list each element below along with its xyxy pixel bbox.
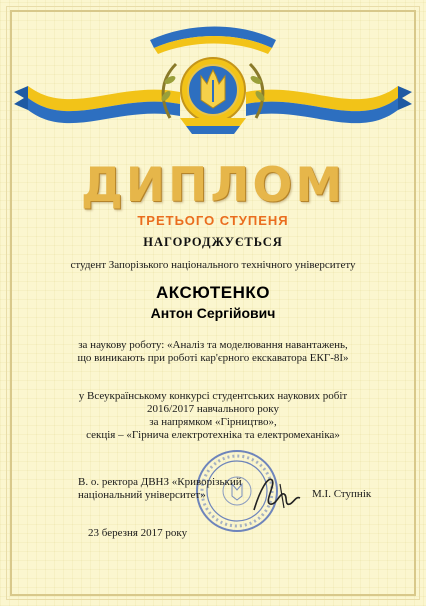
contest-line-1: у Всеукраїнському конкурсі студентських наукових робіт (78, 390, 348, 402)
signer-title-line-1: В. о. ректора ДВНЗ «Криворізький (78, 476, 242, 488)
ukraine-trident-emblem-icon (181, 58, 245, 122)
recipient-description: студент Запорізького національного технічного університету (70, 259, 356, 271)
awarded-heading: НАГОРОДЖУЄТЬСЯ (143, 235, 283, 249)
contest-line-3: за напрямком «Гірництво», (149, 416, 277, 428)
contest-line-2: 2016/2017 навчального року (147, 403, 279, 415)
signer-name: М.І. Ступнік (312, 488, 372, 500)
issue-date: 23 березня 2017 року (88, 527, 188, 539)
ribbon-center-yellow (180, 118, 246, 126)
diploma-title: ДИПЛОМ (80, 158, 346, 213)
recipient-surname: АКСЮТЕНКО (156, 283, 270, 302)
work-title-line-2: що виникають при роботі кар'єрного екскаватора ЕКГ-8І» (77, 352, 349, 364)
ribbon-emblem-graphic (0, 0, 426, 160)
work-title-line-1: за наукову роботу: «Аналіз та моделювання навантажень, (78, 339, 348, 351)
signer-title (78, 476, 242, 502)
recipient-given-name: Антон Сергійович (150, 305, 276, 321)
ribbon-left-fold (14, 86, 28, 110)
handwritten-signature (250, 470, 305, 515)
ribbon-center-blue (186, 126, 240, 134)
ribbon-right-fold (398, 86, 412, 110)
signer-title-line-2: національний університет» (78, 489, 206, 501)
diploma-degree: ТРЕТЬОГО СТУПЕНЯ (137, 213, 289, 228)
contest-line-4: секція – «Гірнича електротехніка та електромеханіка» (86, 429, 340, 441)
